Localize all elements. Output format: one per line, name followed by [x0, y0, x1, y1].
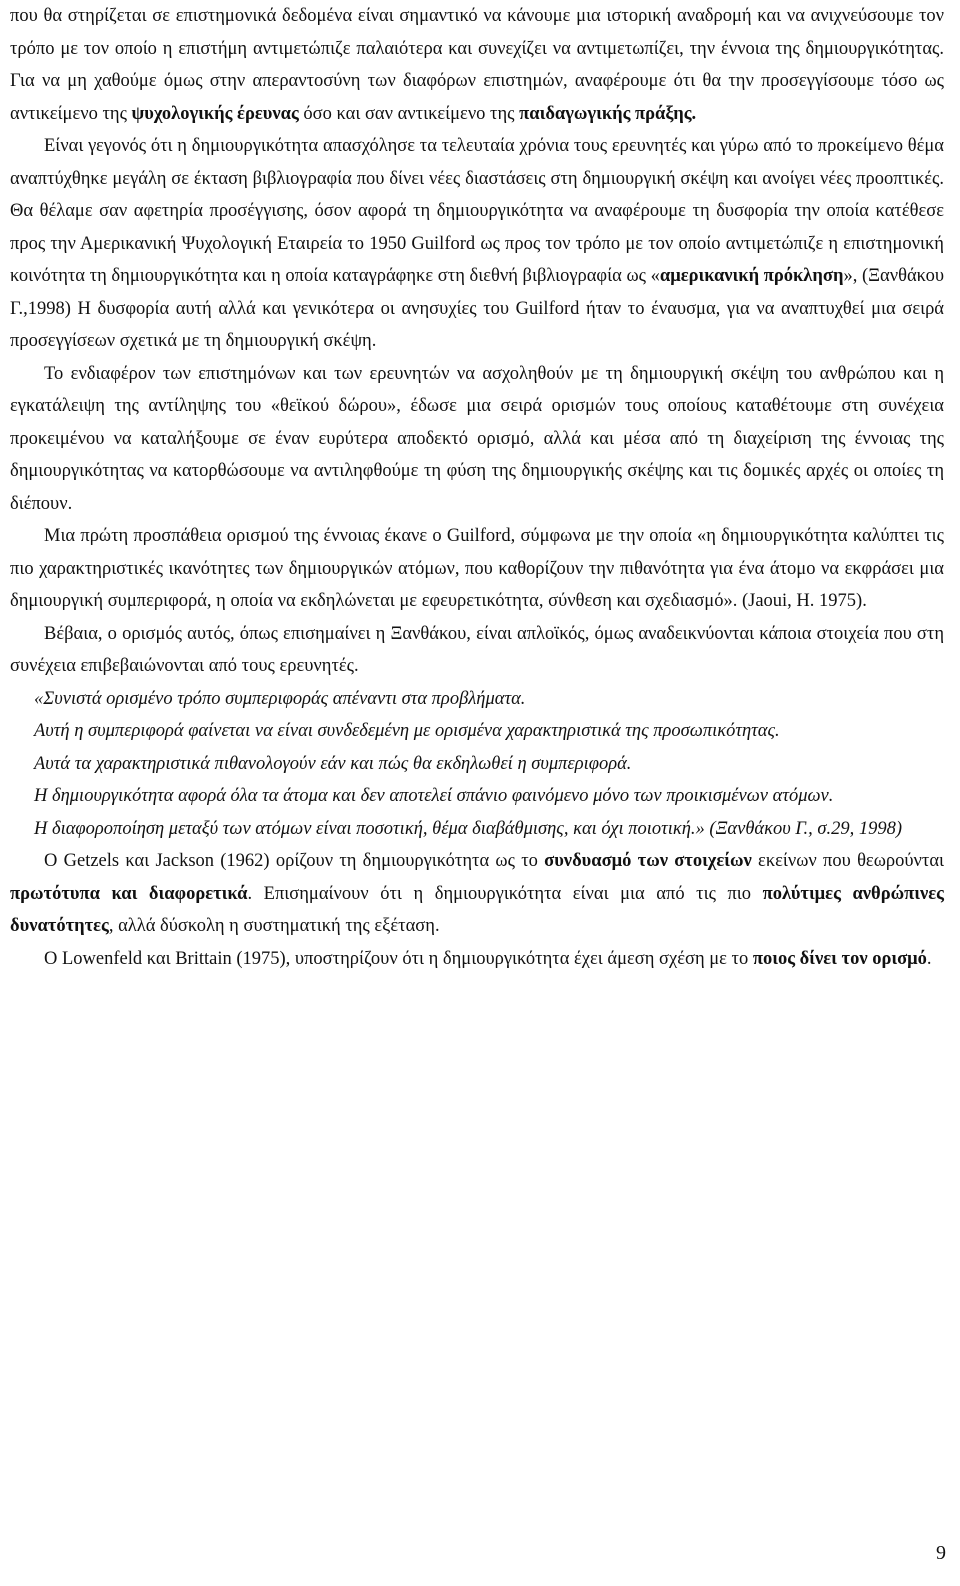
emphasis-combination-of-elements: συνδυασμό των στοιχείων — [544, 851, 752, 871]
text-run: Το ενδιαφέρον των επιστημόνων και των ερευνητών να ασχοληθούν με τη δημιουργική σκέψη του ανθρώπου και η εγκατάλειψη της αντίληψης του «θεϊκού δώρου», έδωσε μια σειρά ορισμών τους οποίους καταθέτουμε στη συνέχεια προκειμένου να καταλήξουμε σε έναν ευρύτερα αποδεκτό ορισμό, αλλά και μέσα από τη διαχείριση της έννοιας της δημιουργικότητας να κατορθώσουμε να αντιληφθούμε τη φύση της δημιουργικής σκέψης και τις δομικές αρχές οι οποίες τη διέπουν. — [10, 363, 944, 514]
text-run: εκείνων που θεωρούνται — [751, 851, 944, 871]
paragraph-1 — [10, 0, 944, 130]
text-run: Είναι γεγονός ότι η δημιουργικότητα απασχόλησε τα τελευταία χρόνια τους ερευνητές και γύρω από το προκείμενο θέμα αναπτύχθηκε μεγάλη σε έκταση βιβλιογραφία που δίνει νέες διαστάσεις στη δημιουργική σκέψη και ανοίγει νέες προοπτικές. Θα θέλαμε σαν αφετηρία προσέγγισης, όσον αφορά τη δημιουργικότητα να αναφέρουμε τη δυσφορία την οποία κατέθεσε προς την Αμερικανική Ψυχολογική Εταιρεία το 1950 Guilford ως προς τον τρόπο με τον οποίο αντιμετώπιζε η επιστημονική κοινότητα τη δημιουργικότητα και η οποία καταγράφηκε στη διεθνή βιβλιογραφία ως « — [10, 136, 944, 286]
text-run: Μια πρώτη προσπάθεια ορισμού της έννοιας έκανε ο Guilford, σύμφωνα με την οποία «η δημιουργικότητα καλύπτει τις πιο χαρακτηριστικές ικανότητες των δημιουργικών ατόμων, που καθορίζουν την πιθανότητα για ένα άτομο να εκφράσει μια δημιουργική συμπεριφορά, η οποία να εκδηλώνεται με εφευρετικότητα, σύνθεση και σχεδιασμό». (Jaoui, H. 1975). — [10, 526, 944, 611]
paragraph-6 — [10, 845, 944, 943]
text-run: Αυτά τα χαρακτηριστικά πιθανολογούν εάν και πώς θα εκδηλωθεί η συμπεριφορά. — [34, 753, 632, 774]
text-run: που θα στηρίζεται σε επιστημονικά δεδομένα είναι σημαντικό να κάνουμε μια ιστορική αναδρομή και να ανιχνεύσουμε τον τρόπο με τον οποίο η επιστήμη αντιμετώπιζε παλαιότερα και συνεχίζει να αντιμετωπίζει, την έννοια της δημιουργικότητας. Για να μη χαθούμε όμως στην απεραντοσύνη των διαφόρων επιστημών, αναφέρουμε ότι θα την προσεγγίσουμε τόσο ως αντικείμενο της — [10, 6, 944, 124]
text-run: Βέβαια, ο ορισμός αυτός, όπως επισημαίνει η Ξανθάκου, είναι απλοϊκός, όμως αναδεικνύονται κάποια στοιχεία που στη συνέχεια επιβεβαιώνονται από τους ερευνητές. — [10, 623, 944, 676]
text-run: Ο Getzels και Jackson (1962) ορίζουν τη δημιουργικότητα ως το — [44, 851, 545, 871]
quote-line-3 — [10, 748, 944, 781]
emphasis-psychological-research: ψυχολογικής έρευνας — [131, 103, 299, 124]
paragraph-5 — [10, 618, 944, 683]
emphasis-pedagogical-practice: παιδαγωγικής πράξης. — [519, 103, 697, 124]
text-run: . Επισημαίνουν ότι η δημιουργικότητα είναι μια από τις πιο — [247, 883, 763, 904]
quote-line-5 — [10, 813, 944, 846]
paragraph-2 — [10, 130, 944, 358]
text-run: », (Ξανθάκου Γ.,1998) Η δυσφορία αυτή αλλά και γενικότερα οι ανησυχίες του Guilford ήταν το έναυσμα, για να αναπτυχθεί μια σειρά προσεγγίσεων σχετικά με τη δημιουργική σκέψη. — [10, 266, 944, 351]
page-number: 9 — [936, 1542, 946, 1564]
emphasis-american-challenge: αμερικανική πρόκληση — [659, 266, 844, 286]
text-run: «Συνιστά ορισμένο τρόπο συμπεριφοράς απέναντι στα προβλήματα. — [34, 688, 526, 709]
quote-line-1 — [10, 683, 944, 716]
text-run: Η διαφοροποίηση μεταξύ των ατόμων είναι ποσοτική, θέμα διαβάθμισης, και όχι ποιοτική.» (Ξανθάκου Γ., σ.29, 1998) — [34, 818, 903, 839]
text-run: Αυτή η συμπεριφορά φαίνεται να είναι συνδεδεμένη με ορισμένα χαρακτηριστικά της προσωπικότητας. — [34, 721, 780, 741]
paragraph-7 — [10, 943, 944, 976]
emphasis-who-gives-definition: ποιος δίνει τον ορισμό — [752, 948, 927, 969]
text-run: Η δημιουργικότητα αφορά όλα τα άτομα και δεν αποτελεί σπάνιο φαινόμενο μόνο των προικισμένων ατόμων. — [34, 786, 834, 806]
text-run: . — [926, 948, 932, 969]
quote-line-2 — [10, 715, 944, 748]
text-run: , αλλά δύσκολη η συστηματική της εξέταση. — [108, 916, 440, 936]
emphasis-valuable-human-abilities: πολύτιμες ανθρώπινες δυνατότητες — [10, 883, 944, 936]
text-run: όσο και σαν αντικείμενο της — [298, 103, 520, 124]
document-page — [10, 0, 944, 975]
emphasis-original-and-different: πρωτότυπα και διαφορετικά — [10, 883, 248, 904]
paragraph-4 — [10, 520, 944, 618]
text-run: Ο Lowenfeld και Brittain (1975), υποστηρίζουν ότι η δημιουργικότητα έχει άμεση σχέση με το — [44, 948, 753, 969]
quote-line-4 — [10, 780, 944, 813]
paragraph-3 — [10, 358, 944, 521]
